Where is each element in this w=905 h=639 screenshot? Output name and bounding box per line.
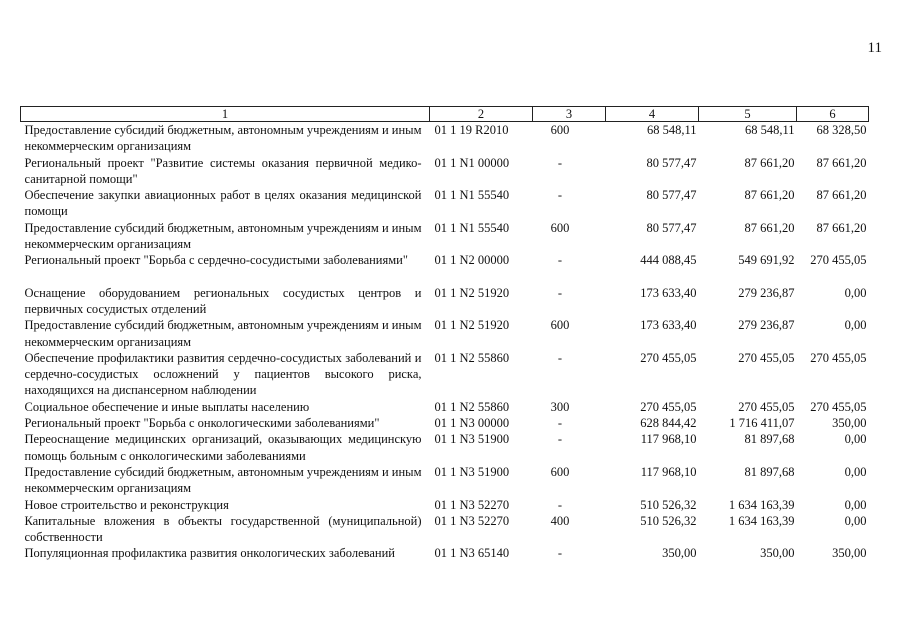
row-code: 01 1 N3 65140	[434, 546, 510, 561]
row-value-col4: 270 455,05	[640, 399, 697, 414]
row-code: 01 1 19 R2010	[434, 123, 509, 137]
row-value-col5: 87 661,20	[744, 220, 795, 235]
row-name: Предоставление субсидий бюджетным, автономным учреждениям и иным некоммерческим организациям	[24, 123, 422, 154]
row-value-col5: 270 455,05	[738, 350, 795, 365]
row-value-col6: 270 455,05	[810, 253, 867, 268]
row-value-col6: 87 661,20	[816, 155, 867, 170]
row-expense-type: -	[557, 546, 563, 561]
row-value-col5: 1 634 163,39	[728, 513, 795, 528]
row-value-col4: 628 844,42	[640, 416, 697, 431]
row-code: 01 1 N1 00000	[434, 155, 510, 170]
row-value-col5: 81 897,68	[744, 432, 795, 447]
row-code: 01 1 N3 52270	[434, 497, 510, 512]
row-code: 01 1 N2 51920	[434, 285, 510, 300]
row-expense-type: -	[557, 432, 563, 447]
row-value-col5: 549 691,92	[738, 253, 795, 268]
row-name: Социальное обеспечение и иные выплаты населению	[24, 399, 310, 414]
row-name: Предоставление субсидий бюджетным, автономным учреждениям и иным некоммерческим организациям	[24, 318, 422, 349]
row-expense-type: -	[557, 350, 563, 365]
table-header-row	[21, 107, 869, 122]
row-name: Обеспечение профилактики развития сердечно-сосудистых заболеваний и сердечно-сосудистых осложнений у пациентов высокого риска, находящихся на диспансерном наблюдении	[24, 350, 422, 398]
row-value-col4: 80 577,47	[646, 155, 697, 170]
row-value-col4: 68 548,11	[646, 123, 697, 137]
row-value-col4: 80 577,47	[646, 220, 697, 235]
row-value-col6: 270 455,05	[810, 350, 867, 365]
header-col-4: 4	[606, 107, 699, 122]
row-name: Региональный проект "Развитие системы оказания первичной медико-санитарной помощи"	[24, 155, 422, 186]
table-row	[21, 187, 869, 220]
row-value-col5: 270 455,05	[738, 399, 795, 414]
row-expense-type: 400	[550, 513, 570, 528]
row-expense-type: 300	[550, 399, 570, 414]
table-row	[21, 464, 869, 497]
row-value-col6: 0,00	[844, 432, 867, 447]
row-value-col6: 350,00	[832, 416, 867, 431]
row-value-col5: 1 634 163,39	[728, 497, 795, 512]
table-row	[21, 285, 869, 318]
header-col-5: 5	[699, 107, 797, 122]
row-value-col6: 0,00	[844, 285, 867, 300]
table-row	[21, 415, 869, 431]
row-expense-type: 600	[550, 123, 570, 137]
row-code: 01 1 N2 55860	[434, 350, 510, 365]
row-name: Переоснащение медицинских организаций, оказывающих медицинскую помощь больным с онкологическими заболеваниями	[24, 432, 422, 463]
table-row	[21, 155, 869, 188]
row-value-col6: 87 661,20	[816, 220, 867, 235]
row-value-col5: 87 661,20	[744, 155, 795, 170]
row-code: 01 1 N2 00000	[434, 253, 510, 268]
row-name: Капитальные вложения в объекты государственной (муниципальной) собственности	[24, 513, 422, 545]
row-value-col4: 444 088,45	[640, 253, 697, 268]
row-value-col4: 270 455,05	[640, 350, 697, 365]
row-value-col4: 80 577,47	[646, 188, 697, 203]
row-code: 01 1 N1 55540	[434, 188, 510, 203]
row-code: 01 1 N2 51920	[434, 318, 510, 333]
row-value-col5: 68 548,11	[744, 123, 795, 137]
row-expense-type: 600	[550, 220, 570, 235]
row-expense-type: -	[557, 497, 563, 512]
budget-table	[20, 106, 869, 562]
row-name: Региональный проект "Борьба с онкологическими заболеваниями"	[24, 416, 380, 431]
table-row	[21, 252, 869, 284]
table-row	[21, 350, 869, 399]
row-value-col4: 510 526,32	[640, 513, 697, 528]
row-expense-type: -	[557, 155, 563, 170]
row-value-col6: 68 328,50	[816, 123, 867, 137]
row-value-col6: 87 661,20	[816, 188, 867, 203]
row-value-col4: 173 633,40	[640, 285, 697, 300]
row-value-col5: 87 661,20	[744, 188, 795, 203]
row-code: 01 1 N3 51900	[434, 464, 510, 479]
row-expense-type: -	[557, 253, 563, 268]
row-code: 01 1 N1 55540	[434, 220, 510, 235]
table-row	[21, 497, 869, 513]
row-name: Предоставление субсидий бюджетным, автономным учреждениям и иным некоммерческим организациям	[24, 464, 422, 496]
row-expense-type: 600	[550, 318, 570, 333]
row-code: 01 1 N3 00000	[434, 416, 510, 431]
table-row	[21, 545, 869, 561]
row-value-col5: 81 897,68	[744, 464, 795, 479]
table-row	[21, 431, 869, 464]
row-value-col6: 0,00	[844, 497, 867, 512]
row-expense-type: -	[557, 416, 563, 431]
row-value-col4: 117 968,10	[640, 464, 697, 479]
row-value-col4: 510 526,32	[640, 497, 697, 512]
row-value-col6: 0,00	[844, 318, 867, 333]
page-number: 11	[867, 40, 882, 56]
row-name: Предоставление субсидий бюджетным, автономным учреждениям и иным некоммерческим организациям	[24, 220, 422, 252]
row-name: Оснащение оборудованием региональных сосудистых центров и первичных сосудистых отделений	[24, 285, 422, 316]
table-row	[21, 399, 869, 415]
row-value-col6: 350,00	[832, 546, 867, 561]
table-row	[21, 220, 869, 253]
row-name: Новое строительство и реконструкция	[24, 497, 229, 512]
table-row	[21, 122, 869, 155]
row-value-col5: 279 236,87	[738, 285, 795, 300]
row-value-col4: 173 633,40	[640, 318, 697, 333]
table-row	[21, 513, 869, 546]
row-value-col4: 117 968,10	[640, 432, 697, 447]
row-code: 01 1 N3 51900	[434, 432, 510, 447]
table-row	[21, 317, 869, 350]
row-value-col5: 350,00	[760, 546, 795, 561]
row-value-col4: 350,00	[662, 546, 697, 561]
row-value-col5: 279 236,87	[738, 318, 795, 333]
row-name: Популяционная профилактика развития онкологических заболеваний	[24, 546, 395, 561]
row-expense-type: -	[557, 188, 563, 203]
row-code: 01 1 N2 55860	[434, 399, 510, 414]
header-col-3: 3	[533, 107, 606, 122]
row-value-col5: 1 716 411,07	[729, 416, 795, 431]
row-name: Региональный проект "Борьба с сердечно-сосудистыми заболеваниями"	[24, 253, 408, 268]
row-value-col6: 270 455,05	[810, 399, 867, 414]
header-col-1: 1	[21, 107, 430, 122]
row-value-col6: 0,00	[844, 513, 867, 528]
row-value-col6: 0,00	[844, 464, 867, 479]
row-expense-type: -	[557, 285, 563, 300]
row-expense-type: 600	[550, 464, 570, 479]
header-col-6: 6	[797, 107, 869, 122]
row-name: Обеспечение закупки авиационных работ в целях оказания медицинской помощи	[24, 188, 422, 219]
header-col-2: 2	[430, 107, 533, 122]
row-code: 01 1 N3 52270	[434, 513, 510, 528]
